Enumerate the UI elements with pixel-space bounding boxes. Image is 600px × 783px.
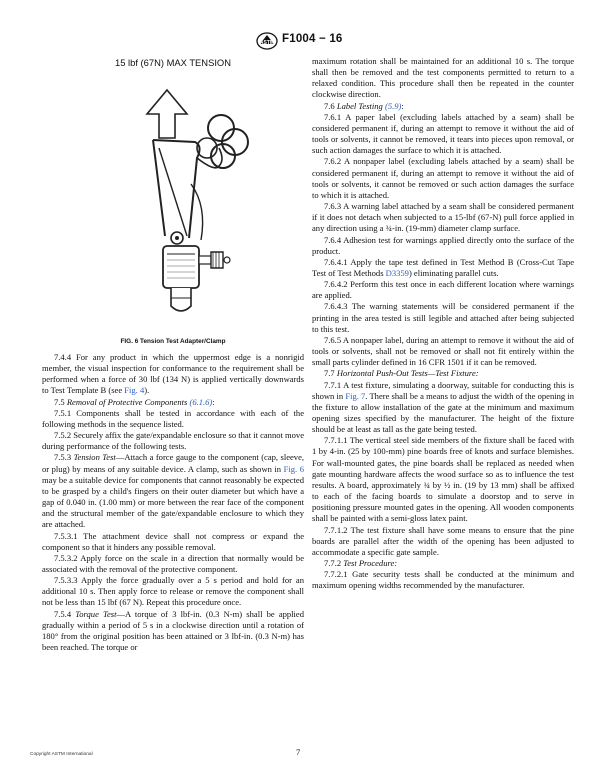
para-7-5-2: 7.5.2 Securely affix the gate/expandable enclosure so that it cannot move during performance of the following tests.	[42, 430, 304, 452]
para-7-6-1: 7.6.1 A paper label (excluding labels attached by a seam) shall be considered permanent if, during an attempt to remove it without the aid of tools or solvents, it cannot be removed, it tears into pieces upon removal, or such action damages the surface to which it is attached.	[312, 111, 574, 156]
figure-title: 15 lbf (67N) MAX TENSION	[114, 57, 231, 68]
fig-6-link[interactable]: Fig. 6	[283, 463, 304, 474]
right-column	[312, 56, 574, 592]
para-7-6-4-2: 7.6.4.2 Perform this test once in each different location where warnings are applied.	[312, 279, 574, 301]
para-7-7-1: 7.7.1 A test fixture, simulating a doorway, suitable for conducting this is shown in Fig. 7. There shall be a means to adjust the width of the opening in the fixture to allow installation of the gate at the minimum and maximum opening sizes specified by the manufacturer. The height of the fixture should be at least as tall as the gate being tested.	[312, 379, 574, 435]
para-7-6-3: 7.6.3 A warning label attached by a seam shall be considered permanent if it does not detach when subjected to a 15-lbf (67-N) pull force applied in any direction using a ¾-in. (19-mm) diameter clamp surface.	[312, 201, 574, 234]
left-column	[42, 56, 304, 653]
para-7-5-3-2: 7.5.3.2 Apply force on the scale in a direction that normally would be associated with the removal of the protective component.	[42, 552, 304, 574]
figure-6	[42, 56, 304, 352]
para-7-5-3-3: 7.5.3.3 Apply the force gradually over a 5 s period and hold for an additional 10 s. Then apply force to release or remove the component shall not be less than 15 lbf (67 N). Repeat this procedure once.	[42, 575, 304, 608]
para-7-5-4-cont: maximum rotation shall be maintained for an additional 10 s. The torque shall then be removed and the test components permitted to return to a relaxed condition. This procedure shall then be repeated in the counter clockwise direction.	[312, 56, 574, 100]
heading-7-7: 7.7 Horizontal Push-Out Tests—Test Fixture:	[324, 368, 479, 379]
fig-4-link[interactable]: Fig. 4	[124, 385, 145, 396]
para-7-5-1: 7.5.1 Components shall be tested in accordance with each of the following methods in the sequence listed.	[42, 407, 304, 429]
ref-6-1-6-link[interactable]: (6.1.6)	[189, 396, 213, 407]
tension-clamp-drawing	[137, 76, 277, 331]
para-7-5-3: 7.5.3 Tension Test—Attach a force gauge to the component (cap, sleeve, or plug) by means of any suitable device. A clamp, such as shown in Fig. 6 may be a suitable device for components that cannot reasonably be expected to be grasped by a child's fingers on their outer diameter but which have a gap of 0.040 in. (1.00 mm) or more between the rear face of the component and the structural member of the gate/expandable enclosure to which they are attached.	[42, 452, 304, 530]
para-7-6-2: 7.6.2 A nonpaper label (excluding labels attached by a seam) shall be considered permanent if, during an attempt to remove it without the aid of tools or solvents, it cannot be removed or such action damages the surface to which it is attached.	[312, 156, 574, 200]
para-7-6-5: 7.6.5 A nonpaper label, during an attempt to remove it without the aid of tools or solvents, shall not be removed or shall not fit entirely within the small parts cylinder defined in 16 CFR 1501 if it can be removed.	[312, 334, 574, 368]
para-7-6-4-1: 7.6.4.1 Apply the tape test defined in Test Method B (Cross-Cut Tape Test of Test Methods D3359) eliminating parallel cuts.	[312, 256, 574, 278]
para-7-5-4: 7.5.4 Torque Test—A torque of 3 lbf-in. (0.3 N-m) shall be applied gradually within a period of 5 s in a clockwise direction until a rotation of 180° from the original position has been attained or 3 lbf-in. (0.3 N-m) has been reached. The torque or	[42, 608, 304, 653]
para-7-4-4: 7.4.4 For any product in which the uppermost edge is a nonrigid member, the visual inspection for conformance to the requirement shall be performed when a force of 30 lbf (134 N) is applied vertically downwards to Test Template B (see Fig. 4).	[42, 352, 304, 396]
heading-7-6: 7.6 Label Testing (5.9):	[324, 100, 404, 111]
ref-5-9-link[interactable]: (5.9)	[384, 100, 402, 111]
heading-7-7-2: 7.7.2 Test Procedure:	[324, 558, 398, 569]
para-7-6-4-3: 7.6.4.3 The warning statements will be considered permanent if the printing in the area tested is still legible and attached after being subjected to this test.	[312, 301, 574, 334]
astm-logo	[256, 32, 278, 50]
para-7-7-1-1: 7.7.1.1 The vertical steel side members of the fixture shall be faced with 1 by 4-in. (25 by 100-mm) pine boards free of knots and surface blemishes. For wall-mounted gates, the pine boards shall be replaced as needed when gate mounting hardware affects the wood surface so as to influence the test results. A board, approximately ¾ by ½ in. (19 by 13 mm) shall be affixed to each of the facing boards to simulate a doorstop and to serve in positioning pressure mounted gates in the opening. All wooden components shall be painted with a semi-gloss latex paint.	[312, 435, 574, 524]
page-number: 7	[296, 747, 301, 757]
para-7-7-2-1: 7.7.2.1 Gate security tests shall be conducted at the minimum and maximum opening widths recommended by the manufacturer.	[312, 569, 574, 591]
para-7-6-4: 7.6.4 Adhesion test for warnings applied directly onto the surface of the product.	[312, 234, 574, 256]
figure-caption: FIG. 6 Tension Test Adapter/Clamp	[120, 338, 226, 345]
document-id: F1004 − 16	[282, 33, 343, 45]
para-7-7-1-2: 7.7.1.2 The test fixture shall have some means to ensure that the pine boards are parallel after the width of the opening has been adjusted to accommodate a specific gate sample.	[312, 524, 574, 557]
copyright-notice: Copyright ASTM International	[30, 752, 93, 757]
d3359-link[interactable]: D3359	[385, 267, 409, 278]
svg-text:ASTM: ASTM	[259, 40, 275, 46]
heading-7-5: 7.5 Removal of Protective Components (6.1.6):	[54, 396, 215, 407]
fig-7-link[interactable]: Fig. 7	[345, 390, 366, 401]
para-7-5-3-1: 7.5.3.1 The attachment device shall not compress or expand the component so that it hinders any possible removal.	[42, 530, 304, 552]
